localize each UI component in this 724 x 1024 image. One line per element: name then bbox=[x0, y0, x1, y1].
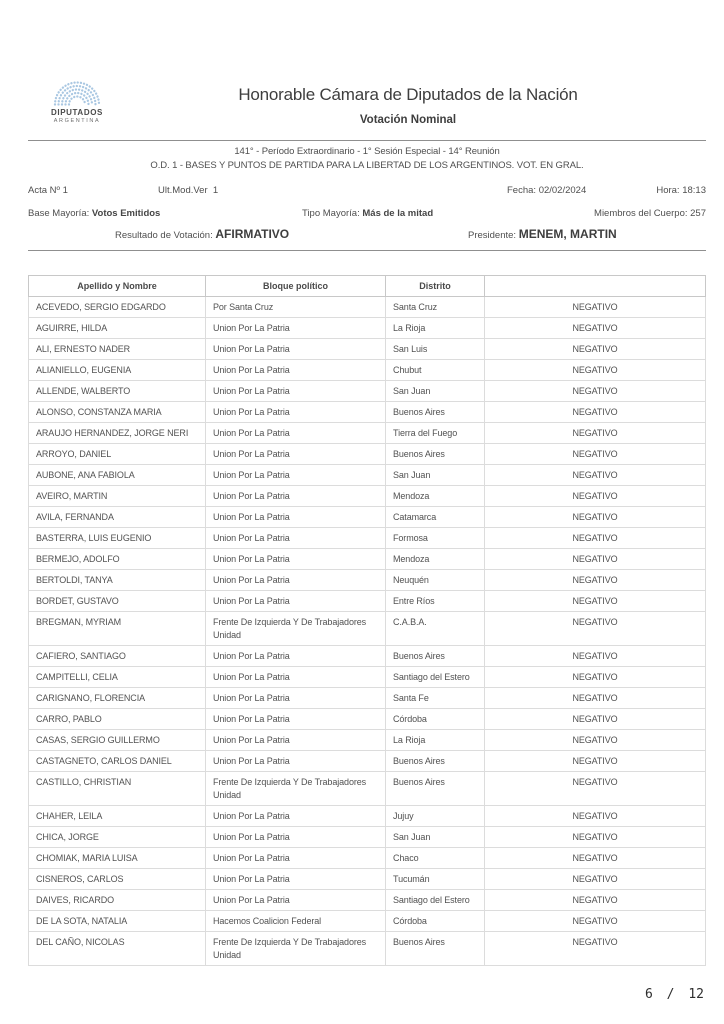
table-header-row bbox=[29, 276, 706, 297]
vote-cell: NEGATIVO bbox=[485, 360, 706, 381]
bloc-cell: Union Por La Patria bbox=[206, 486, 386, 507]
logo-text-argentina: ARGENTINA bbox=[53, 118, 101, 124]
deputy-name-cell: ARAUJO HERNANDEZ, JORGE NERI bbox=[29, 423, 206, 444]
bloc-cell: Hacemos Coalicion Federal bbox=[206, 911, 386, 932]
bloc-cell: Union Por La Patria bbox=[206, 848, 386, 869]
table-row bbox=[29, 751, 706, 772]
bloc-cell: Frente De Izquierda Y De Trabajadores Unidad bbox=[206, 772, 386, 806]
ultmod-value: 1 bbox=[212, 185, 219, 196]
district-cell: Buenos Aires bbox=[386, 772, 485, 806]
district-cell: La Rioja bbox=[386, 318, 485, 339]
deputy-name-cell: CISNEROS, CARLOS bbox=[29, 869, 206, 890]
bloc-cell: Union Por La Patria bbox=[206, 730, 386, 751]
table-row bbox=[29, 591, 706, 612]
vote-cell: NEGATIVO bbox=[485, 890, 706, 911]
time-label: Hora: bbox=[656, 185, 680, 196]
district-cell: Santiago del Estero bbox=[386, 890, 485, 911]
column-header: Bloque político bbox=[206, 276, 386, 297]
members-count-value: 257 bbox=[690, 208, 706, 219]
vote-cell: NEGATIVO bbox=[485, 667, 706, 688]
district-cell: Mendoza bbox=[386, 486, 485, 507]
bloc-cell: Union Por La Patria bbox=[206, 381, 386, 402]
district-cell: Catamarca bbox=[386, 507, 485, 528]
bloc-cell: Union Por La Patria bbox=[206, 465, 386, 486]
table-row bbox=[29, 339, 706, 360]
bloc-cell: Union Por La Patria bbox=[206, 667, 386, 688]
bloc-cell: Union Por La Patria bbox=[206, 806, 386, 827]
district-cell: Chaco bbox=[386, 848, 485, 869]
deputy-name-cell: ACEVEDO, SERGIO EDGARDO bbox=[29, 297, 206, 318]
vote-cell: NEGATIVO bbox=[485, 751, 706, 772]
bloc-cell: Union Por La Patria bbox=[206, 646, 386, 667]
deputy-name-cell: AGUIRRE, HILDA bbox=[29, 318, 206, 339]
president-label: Presidente: bbox=[468, 230, 517, 241]
vote-cell: NEGATIVO bbox=[485, 709, 706, 730]
deputy-name-cell: CASTILLO, CHRISTIAN bbox=[29, 772, 206, 806]
vote-cell: NEGATIVO bbox=[485, 507, 706, 528]
bloc-cell: Union Por La Patria bbox=[206, 318, 386, 339]
majority-type-field bbox=[302, 208, 433, 219]
majority-type-value: Más de la mitad bbox=[362, 208, 434, 219]
logo-text-diputados: DIPUTADOS bbox=[51, 108, 103, 117]
vote-cell: NEGATIVO bbox=[485, 423, 706, 444]
table-row bbox=[29, 318, 706, 339]
bloc-cell: Union Por La Patria bbox=[206, 339, 386, 360]
table-row bbox=[29, 423, 706, 444]
deputy-name-cell: CHICA, JORGE bbox=[29, 827, 206, 848]
vote-cell: NEGATIVO bbox=[485, 869, 706, 890]
vote-cell: NEGATIVO bbox=[485, 570, 706, 591]
table-row bbox=[29, 667, 706, 688]
vote-cell: NEGATIVO bbox=[485, 591, 706, 612]
table-row bbox=[29, 869, 706, 890]
session-info-line: 141° - Período Extraordinario - 1° Sesión Especial - 14° Reunión bbox=[234, 146, 500, 157]
majority-base-value: Votos Emitidos bbox=[91, 208, 161, 219]
table-row bbox=[29, 465, 706, 486]
bloc-cell: Union Por La Patria bbox=[206, 423, 386, 444]
vote-cell: NEGATIVO bbox=[485, 486, 706, 507]
bloc-cell: Union Por La Patria bbox=[206, 507, 386, 528]
bloc-cell: Union Por La Patria bbox=[206, 570, 386, 591]
district-cell: Buenos Aires bbox=[386, 646, 485, 667]
vote-cell: NEGATIVO bbox=[485, 827, 706, 848]
nominal-vote-table bbox=[28, 275, 706, 966]
deputy-name-cell: AVEIRO, MARTIN bbox=[29, 486, 206, 507]
date-label: Fecha: bbox=[507, 185, 537, 196]
deputy-name-cell: CARRO, PABLO bbox=[29, 709, 206, 730]
table-row bbox=[29, 827, 706, 848]
district-cell: Jujuy bbox=[386, 806, 485, 827]
time-field bbox=[656, 185, 706, 196]
meta-row-3 bbox=[28, 227, 706, 241]
table-row bbox=[29, 444, 706, 465]
members-count-label: Miembros del Cuerpo: bbox=[594, 208, 688, 219]
table-row bbox=[29, 709, 706, 730]
deputy-name-cell: BORDET, GUSTAVO bbox=[29, 591, 206, 612]
vote-cell: NEGATIVO bbox=[485, 612, 706, 646]
bloc-cell: Union Por La Patria bbox=[206, 827, 386, 848]
bloc-cell: Union Por La Patria bbox=[206, 688, 386, 709]
page-title: Honorable Cámara de Diputados de la Nación bbox=[238, 85, 578, 104]
table-row bbox=[29, 297, 706, 318]
vote-cell: NEGATIVO bbox=[485, 911, 706, 932]
deputy-name-cell: ALI, ERNESTO NADER bbox=[29, 339, 206, 360]
vote-cell: NEGATIVO bbox=[485, 772, 706, 806]
deputy-name-cell: ALIANIELLO, EUGENIA bbox=[29, 360, 206, 381]
table-row bbox=[29, 890, 706, 911]
district-cell: Neuquén bbox=[386, 570, 485, 591]
district-cell: Santa Fe bbox=[386, 688, 485, 709]
vote-cell: NEGATIVO bbox=[485, 688, 706, 709]
district-cell: Córdoba bbox=[386, 911, 485, 932]
table-row bbox=[29, 911, 706, 932]
table-row bbox=[29, 932, 706, 966]
bloc-cell: Union Por La Patria bbox=[206, 528, 386, 549]
deputy-name-cell: AUBONE, ANA FABIOLA bbox=[29, 465, 206, 486]
header-divider bbox=[28, 140, 706, 141]
table-row bbox=[29, 730, 706, 751]
vote-result-value: AFIRMATIVO bbox=[215, 227, 290, 241]
district-cell: Mendoza bbox=[386, 549, 485, 570]
date-value: 02/02/2024 bbox=[538, 185, 587, 196]
district-cell: Santiago del Estero bbox=[386, 667, 485, 688]
table-row bbox=[29, 646, 706, 667]
page-number: 6 / 12 bbox=[645, 987, 704, 1002]
table-row bbox=[29, 402, 706, 423]
vote-cell: NEGATIVO bbox=[485, 339, 706, 360]
deputy-name-cell: ARROYO, DANIEL bbox=[29, 444, 206, 465]
meta-divider bbox=[28, 250, 706, 251]
deputy-name-cell: CAFIERO, SANTIAGO bbox=[29, 646, 206, 667]
vote-cell: NEGATIVO bbox=[485, 549, 706, 570]
table-row bbox=[29, 507, 706, 528]
vote-cell: NEGATIVO bbox=[485, 528, 706, 549]
bloc-cell: Union Por La Patria bbox=[206, 402, 386, 423]
bloc-cell: Union Por La Patria bbox=[206, 591, 386, 612]
deputy-name-cell: DAIVES, RICARDO bbox=[29, 890, 206, 911]
hemicycle-arch-icon bbox=[48, 76, 106, 106]
time-value: 18:13 bbox=[682, 185, 706, 196]
vote-cell: NEGATIVO bbox=[485, 932, 706, 966]
district-cell: Córdoba bbox=[386, 709, 485, 730]
results-table-body bbox=[29, 297, 706, 966]
deputy-name-cell: CARIGNANO, FLORENCIA bbox=[29, 688, 206, 709]
district-cell: Tierra del Fuego bbox=[386, 423, 485, 444]
deputy-name-cell: ALONSO, CONSTANZA MARIA bbox=[29, 402, 206, 423]
district-cell: Buenos Aires bbox=[386, 751, 485, 772]
table-row bbox=[29, 486, 706, 507]
vote-cell: NEGATIVO bbox=[485, 381, 706, 402]
table-row bbox=[29, 549, 706, 570]
column-header bbox=[485, 276, 706, 297]
deputy-name-cell: ALLENDE, WALBERTO bbox=[29, 381, 206, 402]
deputy-name-cell: AVILA, FERNANDA bbox=[29, 507, 206, 528]
chamber-logo bbox=[44, 76, 110, 124]
members-count-field bbox=[594, 208, 706, 219]
bloc-cell: Por Santa Cruz bbox=[206, 297, 386, 318]
district-cell: Entre Ríos bbox=[386, 591, 485, 612]
district-cell: San Juan bbox=[386, 827, 485, 848]
deputy-name-cell: CASTAGNETO, CARLOS DANIEL bbox=[29, 751, 206, 772]
district-cell: Tucumán bbox=[386, 869, 485, 890]
district-cell: Buenos Aires bbox=[386, 402, 485, 423]
vote-cell: NEGATIVO bbox=[485, 646, 706, 667]
bloc-cell: Union Por La Patria bbox=[206, 549, 386, 570]
bloc-cell: Union Por La Patria bbox=[206, 360, 386, 381]
deputy-name-cell: BERTOLDI, TANYA bbox=[29, 570, 206, 591]
vote-cell: NEGATIVO bbox=[485, 297, 706, 318]
district-cell: San Juan bbox=[386, 381, 485, 402]
deputy-name-cell: DE LA SOTA, NATALIA bbox=[29, 911, 206, 932]
district-cell: San Luis bbox=[386, 339, 485, 360]
table-row bbox=[29, 772, 706, 806]
district-cell: San Juan bbox=[386, 465, 485, 486]
district-cell: Buenos Aires bbox=[386, 932, 485, 966]
bloc-cell: Union Por La Patria bbox=[206, 709, 386, 730]
president-field bbox=[468, 227, 617, 241]
deputy-name-cell: BERMEJO, ADOLFO bbox=[29, 549, 206, 570]
bloc-cell: Frente De Izquierda Y De Trabajadores Unidad bbox=[206, 612, 386, 646]
district-cell: La Rioja bbox=[386, 730, 485, 751]
table-row bbox=[29, 848, 706, 869]
deputy-name-cell: BASTERRA, LUIS EUGENIO bbox=[29, 528, 206, 549]
acta-number: Acta Nº 1 bbox=[28, 185, 68, 196]
table-row bbox=[29, 612, 706, 646]
order-of-day-line: O.D. 1 - BASES Y PUNTOS DE PARTIDA PARA LA LIBERTAD DE LOS ARGENTINOS. VOT. EN GRAL. bbox=[150, 160, 584, 171]
meta-row-1 bbox=[28, 185, 706, 199]
vote-cell: NEGATIVO bbox=[485, 465, 706, 486]
district-cell: C.A.B.A. bbox=[386, 612, 485, 646]
ultmod-label: Ult.Mod.Ver bbox=[158, 185, 208, 196]
column-header: Apellido y Nombre bbox=[29, 276, 206, 297]
column-header: Distrito bbox=[386, 276, 485, 297]
table-row bbox=[29, 528, 706, 549]
deputy-name-cell: DEL CAÑO, NICOLAS bbox=[29, 932, 206, 966]
bloc-cell: Union Por La Patria bbox=[206, 444, 386, 465]
deputy-name-cell: CHOMIAK, MARIA LUISA bbox=[29, 848, 206, 869]
bloc-cell: Frente De Izquierda Y De Trabajadores Unidad bbox=[206, 932, 386, 966]
deputy-name-cell: CAMPITELLI, CELIA bbox=[29, 667, 206, 688]
meta-row-2 bbox=[28, 208, 706, 222]
majority-type-label: Tipo Mayoría: bbox=[302, 208, 360, 219]
vote-cell: NEGATIVO bbox=[485, 318, 706, 339]
district-cell: Buenos Aires bbox=[386, 444, 485, 465]
page-subtitle: Votación Nominal bbox=[359, 114, 457, 126]
vote-cell: NEGATIVO bbox=[485, 402, 706, 423]
deputy-name-cell: BREGMAN, MYRIAM bbox=[29, 612, 206, 646]
table-row bbox=[29, 360, 706, 381]
bloc-cell: Union Por La Patria bbox=[206, 890, 386, 911]
bloc-cell: Union Por La Patria bbox=[206, 751, 386, 772]
vote-cell: NEGATIVO bbox=[485, 444, 706, 465]
majority-base-field bbox=[28, 208, 160, 219]
table-row bbox=[29, 688, 706, 709]
table-row bbox=[29, 570, 706, 591]
vote-result-label: Resultado de Votación: bbox=[115, 230, 213, 241]
vote-cell: NEGATIVO bbox=[485, 848, 706, 869]
title-block bbox=[110, 85, 706, 126]
vote-result-field bbox=[115, 227, 289, 241]
president-value: MENEM, MARTIN bbox=[518, 227, 617, 241]
majority-base-label: Base Mayoría: bbox=[28, 208, 90, 219]
ultmod-version bbox=[158, 185, 218, 196]
district-cell: Chubut bbox=[386, 360, 485, 381]
date-field bbox=[507, 185, 586, 196]
bloc-cell: Union Por La Patria bbox=[206, 869, 386, 890]
vote-cell: NEGATIVO bbox=[485, 806, 706, 827]
deputy-name-cell: CHAHER, LEILA bbox=[29, 806, 206, 827]
district-cell: Santa Cruz bbox=[386, 297, 485, 318]
district-cell: Formosa bbox=[386, 528, 485, 549]
deputy-name-cell: CASAS, SERGIO GUILLERMO bbox=[29, 730, 206, 751]
table-row bbox=[29, 806, 706, 827]
vote-cell: NEGATIVO bbox=[485, 730, 706, 751]
table-row bbox=[29, 381, 706, 402]
